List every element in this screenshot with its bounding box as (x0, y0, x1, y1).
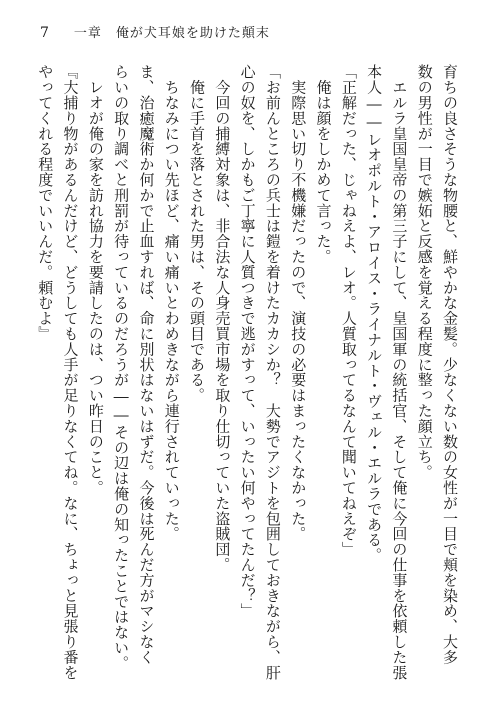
page-number: 7 (40, 25, 50, 41)
text-line: 心の奴を、しかもご丁寧に人質つきで逃がすって、いったい何やってたんだ？」 (238, 64, 257, 619)
text-line: らいの取り調べと刑罰が待っているのだろうが――その辺は俺の知ったことではない。 (112, 64, 131, 671)
body-text (32, 64, 462, 680)
text-line: 「正解だった、じゃねえよ、レオ。人質取ってるなんて聞いてねえぞ」 (339, 64, 358, 557)
text-line: 育ちの良さそうな物腰と、鮮やかな金髪。少なくない数の女性が一目で頬を染め、大多 (441, 64, 459, 665)
chapter-title: 一章 俺が犬耳娘を助けた顛末 (73, 26, 270, 41)
text-line: 俺は顔をしかめて言った。 (314, 64, 333, 265)
text-line: 俺に手首を落とされた男は、その頭目である。 (188, 64, 207, 403)
text-line: 「お前んところの兵士は鎧を着けたカカシか？ 大勢でアジトを包囲しておきながら、肝 (263, 64, 282, 680)
text-line: ちなみについ先ほど、痛い痛いとわめきながら連行されていった。 (162, 64, 181, 542)
text-line: やってくれる程度でいいんだ。頼むよ』 (36, 64, 55, 342)
text-line: 今回の捕縛対象は、非合法な人身売買市場を取り仕切っていた盗賊団。 (213, 64, 232, 573)
text-line: ま、治癒魔術か何かで止血すれば、命に別状はないはずだ。今後は死んだ方がマシなく (137, 64, 156, 665)
text-line: レオが俺の家を訪れ協力を要請したのは、つい昨日のこと。 (86, 64, 105, 496)
text-line: エルラ皇国皇帝の第三子にして、皇国軍の統括官、そして俺に今回の仕事を依頼した張 (390, 64, 409, 680)
text-line: 数の男性が一目で嫉妬と反感を覚える程度に整った顔立ち。 (415, 64, 434, 480)
text-line: 本人――レオポルト・アロイス・ライナルト・ヴェル・エルラである。 (365, 64, 384, 563)
running-header (40, 22, 270, 41)
text-line: 実際思い切り不機嫌だったので、演技の必要はまったくなかった。 (289, 64, 308, 542)
text-line: 『大捕り物があるんだけど、どうしても人手が足りなくてね。なに、ちょっと見張り番を (61, 64, 80, 680)
